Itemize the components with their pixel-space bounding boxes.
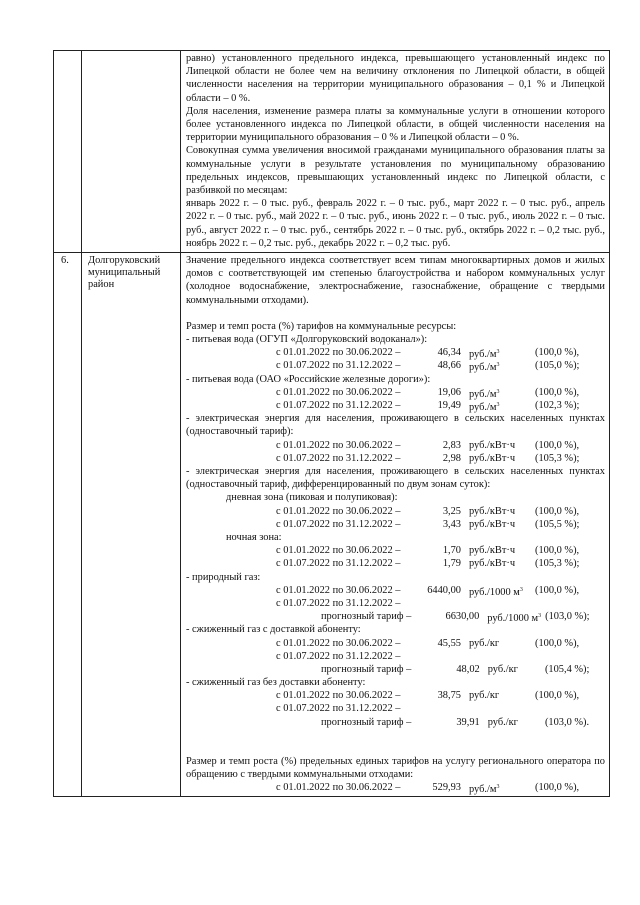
rate-row (186, 702, 605, 715)
district-name: Долгоруковский муниципальный район (82, 253, 181, 797)
rate-row (186, 584, 605, 597)
paragraph: Совокупная сумма увеличения вносимой гражданами муниципального образования платы за коммунальные услуги в результате установления по муниципальному образованию предельных индексов, превышающих установленный индекс по Липецкой области, с разбивкой по месяцам: (186, 145, 605, 197)
rate-growth: (105,5 %); (535, 518, 580, 530)
rate-value: 3,25 (442, 505, 461, 517)
forecast-row (186, 716, 605, 729)
rate-row (186, 359, 605, 372)
period-label: с 01.07.2022 по 31.12.2022 – (276, 703, 401, 715)
rate-row (186, 399, 605, 412)
rate-unit: руб./кВт·ч (469, 505, 516, 517)
tariffs-heading: Размер и темп роста (%) тарифов на коммунальные ресурсы: (186, 320, 457, 332)
rate-growth: (100,0 %), (535, 545, 580, 557)
rate-row (186, 689, 605, 702)
period-label: с 01.07.2022 по 31.12.2022 – (276, 650, 401, 662)
rate-value: 6440,00 (427, 584, 461, 596)
lpg2-label: - сжиженный газ без доставки абоненту: (186, 677, 366, 689)
period-label: с 01.07.2022 по 31.12.2022 – (276, 518, 401, 530)
rate-growth: (105,3 %); (535, 452, 580, 464)
period-label: с 01.01.2022 по 30.06.2022 – (276, 637, 401, 649)
rate-value: 39,91 (456, 716, 480, 728)
period-label: с 01.07.2022 по 31.12.2022 – (276, 360, 401, 372)
rate-growth: (100,0 %), (535, 505, 580, 517)
district-cell-empty (82, 51, 181, 253)
period-label: с 01.07.2022 по 31.12.2022 – (276, 597, 401, 609)
rate-value: 1,79 (442, 558, 461, 570)
forecast-label: прогнозный тариф – (321, 716, 412, 728)
paragraph: равно) установленного предельного индекса, превышающего установленный индекс по Липецкой области не более чем на величину отклонения по Липецкой области, в общей численности населения на территории муниципального образования – 0,1 % и Липецкой области – 0 %. (186, 53, 605, 104)
rate-value: 38,75 (437, 690, 461, 702)
forecast-row (186, 663, 605, 676)
rate-row (186, 557, 605, 570)
period-label: с 01.07.2022 по 31.12.2022 – (276, 558, 401, 570)
rate-unit: $руб./м^3$ (469, 349, 500, 361)
rate-value: 19,06 (437, 386, 461, 398)
gas-label: - природный газ: (186, 571, 261, 583)
rate-value: 48,02 (456, 663, 480, 675)
period-label: с 01.07.2022 по 31.12.2022 – (276, 452, 401, 464)
elec1-label: - электрическая энергия для населения, проживающего в сельских населенных пунктах (одноставочный тариф): (186, 413, 605, 438)
rate-unit: руб./кг (469, 637, 500, 649)
rate-value: 46,34 (437, 347, 461, 359)
rate-growth: (100,0 %), (535, 690, 580, 702)
forecast-label: прогнозный тариф – (321, 611, 412, 623)
rate-growth: (100,0 %), (535, 584, 580, 596)
elec2-label: - электрическая энергия для населения, проживающего в сельских населенных пунктах (одноставочный тариф, дифференцированный по двум зонам суток): (186, 466, 605, 491)
rate-row (186, 505, 605, 518)
rate-unit: руб./кг (469, 690, 500, 702)
rate-growth: (100,0 %), (535, 782, 580, 794)
rate-value: 6630,00 (445, 611, 480, 623)
rate-growth: (105,4 %); (544, 663, 590, 675)
lpg1-label: - сжиженный газ с доставкой абоненту: (186, 624, 361, 636)
rate-growth: (100,0 %), (535, 637, 580, 649)
water1-label: - питьевая вода (ОГУП «Долгоруковский водоканал»): (186, 334, 428, 346)
rate-unit: руб./1000 $м^3$ (487, 613, 542, 625)
rate-growth: (105,3 %); (535, 558, 580, 570)
rate-unit: руб./кВт·ч (469, 518, 516, 530)
rate-row (186, 597, 605, 610)
period-label: с 01.01.2022 по 30.06.2022 – (276, 386, 401, 398)
rate-unit: руб./кг (487, 716, 518, 728)
rate-row (186, 518, 605, 531)
tariffs-cell (181, 253, 610, 797)
period-label: с 01.07.2022 по 31.12.2022 – (276, 400, 401, 412)
rate-row (186, 544, 605, 557)
rate-row (186, 346, 605, 359)
period-label: с 01.01.2022 по 30.06.2022 – (276, 439, 401, 451)
table-row-6 (54, 253, 610, 797)
paragraph: Доля населения, изменение размера платы за коммунальные услуги в отношении которого более установленного индекса по Липецкой области, в общей численности населения на территории муниципального образования – 0 % и Липецкой области – 0 %. (186, 105, 605, 144)
rate-row (186, 386, 605, 399)
rate-row (186, 781, 605, 794)
rate-value: 45,55 (437, 637, 461, 649)
water2-label: - питьевая вода (ОАО «Российские железные дороги»): (186, 373, 431, 385)
rate-unit: руб./кг (487, 663, 518, 675)
rate-growth: (103,0 %). (544, 716, 590, 728)
table-row-continued (54, 51, 610, 253)
rate-value: 3,43 (442, 518, 461, 530)
forecast-label: прогнозный тариф – (321, 663, 412, 675)
number-cell-empty (54, 51, 82, 253)
rate-unit: $руб./м^3$ (469, 784, 500, 796)
monthly-breakdown: январь 2022 г. – 0 тыс. руб., февраль 2022 г. – 0 тыс. руб., март 2022 г. – 0 тыс. руб., апрель 2022 г. – 0 тыс. руб., май 2022 г. – 0 тыс. руб., июнь 2022 г. – 0 тыс. руб., июль 2022 г. – 0 тыс. руб., август 2022 г. – 0 тыс. руб., сентябрь 2022 г. – 0 тыс. руб., октябрь 2022 г. – 0,2 тыс. руб., ноябрь 2022 г. – 0,2 тыс. руб., декабрь 2022 г. – 0,2 тыс. руб. (186, 198, 605, 249)
rate-growth: (100,0 %), (535, 386, 580, 398)
rate-value: 2,83 (442, 439, 461, 451)
rate-growth: (102,3 %); (535, 400, 580, 412)
tariff-table (53, 50, 610, 797)
rate-growth: (103,0 %); (545, 611, 590, 623)
rate-unit: $руб./м^3$ (469, 362, 500, 374)
rate-value: 2,98 (442, 452, 461, 464)
rate-row (186, 439, 605, 452)
rate-growth: (100,0 %), (535, 347, 580, 359)
rate-unit: руб./кВт·ч (469, 439, 516, 451)
rate-row (186, 650, 605, 663)
period-label: с 01.01.2022 по 30.06.2022 – (276, 690, 401, 702)
period-label: с 01.01.2022 по 30.06.2022 – (276, 505, 401, 517)
period-label: с 01.01.2022 по 30.06.2022 – (276, 347, 401, 359)
indicators-cell (181, 51, 610, 253)
rate-value: 1,70 (442, 545, 461, 557)
rate-row (186, 637, 605, 650)
period-label: с 01.01.2022 по 30.06.2022 – (276, 584, 401, 596)
forecast-row (186, 610, 605, 623)
rate-growth: (105,0 %); (535, 360, 580, 372)
rate-value: 19,49 (437, 400, 461, 412)
rate-row (186, 452, 605, 465)
rate-unit: руб./1000 $м^3$ (469, 586, 523, 598)
rate-unit: $руб./м^3$ (469, 402, 500, 414)
rate-unit: $руб./м^3$ (469, 388, 500, 400)
rate-unit: руб./кВт·ч (469, 452, 516, 464)
day-zone-label: дневная зона (пиковая и полупиковая): (226, 492, 398, 504)
night-zone-label: ночная зона: (226, 531, 282, 543)
rate-value: 529,93 (432, 782, 461, 794)
intro-paragraph: Значение предельного индекса соответствует всем типам многоквартирных домов и жилых домов с соответствующей им степенью благоустройства и набором коммунальных услуг (холодное водоснабжение, электроснабжение, газоснабжение, обращение с твердыми коммунальными отходами). (186, 255, 605, 306)
tko-heading: Размер и темп роста (%) предельных единых тарифов на услугу регионального оператора по обращению с твердыми коммунальными отходами: (186, 755, 605, 781)
rate-unit: руб./кВт·ч (469, 545, 516, 557)
rate-growth: (100,0 %), (535, 439, 580, 451)
row-number: 6. (54, 253, 82, 797)
rate-unit: руб./кВт·ч (469, 558, 516, 570)
period-label: с 01.01.2022 по 30.06.2022 – (276, 545, 401, 557)
rate-value: 48,66 (437, 360, 461, 372)
period-label: с 01.01.2022 по 30.06.2022 – (276, 782, 401, 794)
